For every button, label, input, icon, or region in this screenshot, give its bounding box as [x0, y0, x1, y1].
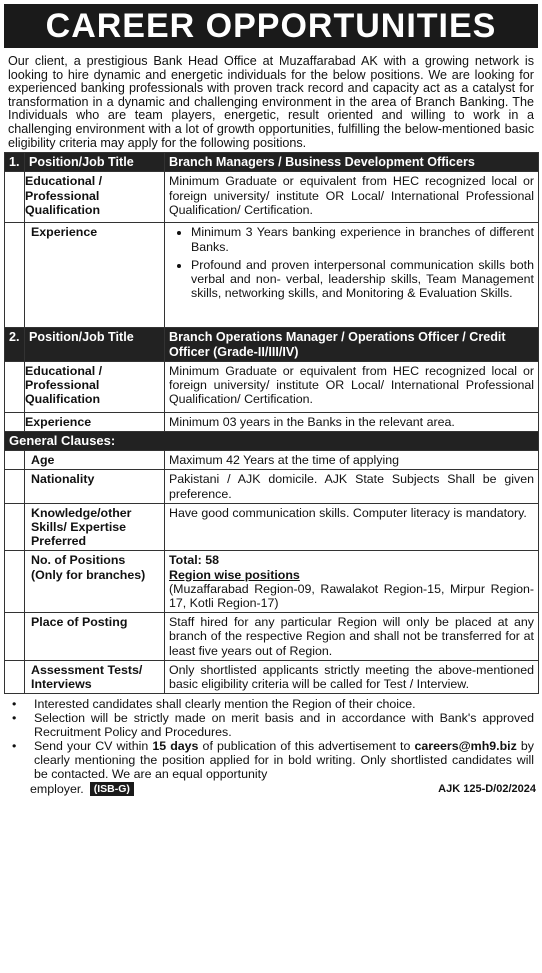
position-2-title: Branch Operations Manager / Operations Officer / Credit Officer (Grade-II/III/IV)	[165, 328, 539, 361]
page-title: CAREER OPPORTUNITIES	[4, 4, 538, 48]
general-clauses-heading: General Clauses:	[5, 431, 539, 450]
posting-label: Place of Posting	[25, 613, 165, 661]
position-1-experience-row	[5, 223, 539, 328]
position-1-education-row	[5, 172, 539, 223]
posting-text: Staff hired for any particular Region will only be placed at any branch of the respective Region and shall not be transferred for at least five years out of Region.	[165, 613, 539, 661]
position-2-number: 2.	[5, 328, 25, 361]
position-1-education-label: Educational / Professional Qualification	[25, 172, 165, 223]
note-continuation: employer.	[30, 782, 84, 797]
nationality-row	[5, 470, 539, 503]
tests-text: Only shortlisted applicants strictly meeting the above-mentioned basic eligibility criteria will be called for Test / Interview.	[165, 660, 539, 693]
bullet-icon: •	[12, 739, 17, 754]
position-2-experience-row	[5, 412, 539, 431]
positions-count-content	[165, 551, 539, 613]
nationality-text: Pakistani / AJK domicile. AJK State Subjects Shall be given preference.	[165, 470, 539, 503]
position-2-education-row	[5, 361, 539, 412]
position-1-experience-list	[165, 223, 539, 328]
nationality-label: Nationality	[25, 470, 165, 503]
age-label: Age	[25, 451, 165, 470]
position-1-number: 1.	[5, 153, 25, 172]
list-item: • Interested candidates shall clearly mention the Region of their choice.	[8, 697, 534, 711]
age-text: Maximum 42 Years at the time of applying	[165, 451, 539, 470]
position-2-label: Position/Job Title	[25, 328, 165, 361]
position-1-header	[5, 153, 539, 172]
list-item: • Profound and proven interpersonal communication skills both verbal and non- verbal, leadership skills, Team Management skills, networking skills, and Monitoring & Evaluation Skills.	[191, 258, 534, 301]
notes-list	[4, 694, 538, 781]
intro-paragraph: Our client, a prestigious Bank Head Office at Muzaffarabad AK with a growing network is looking to hire dynamic and energetic individuals for the below positions. We are looking for experienced banking professionals with proven track record and capacity act as a catalyst for transformation in a dynamic and challenging environment in the area of Branch Banking. The Individuals who are team players, energetic, result oriented and willing to work in a challenging environment with a lot of growth opportunities, fulfilling the below-mentioned basic eligibility criteria may apply for the following positions.	[8, 54, 534, 150]
positions-table	[4, 152, 539, 694]
position-1-education-text: Minimum Graduate or equivalent from HEC recognized local or foreign university/ institute OR Local/ International Professional Qualification/ Certification.	[165, 172, 539, 223]
position-1-label: Position/Job Title	[25, 153, 165, 172]
bullet-icon: •	[12, 697, 17, 712]
advertisement	[4, 4, 538, 796]
position-1-experience-label: Experience	[25, 223, 165, 328]
positions-count-row	[5, 551, 539, 613]
position-2-header	[5, 328, 539, 361]
positions-count-label: No. of Positions (Only for branches)	[25, 551, 165, 613]
deadline-days: 15 days	[152, 739, 199, 754]
ad-code-left: (ISB-G)	[90, 782, 134, 796]
careers-email-link[interactable]: careers@mh9.biz	[414, 739, 517, 754]
ad-code-right: AJK 125-D/02/2024	[438, 783, 536, 796]
bullet-icon: •	[12, 711, 17, 726]
age-row	[5, 451, 539, 470]
list-item: • Minimum 3 Years banking experience in branches of different Banks.	[191, 225, 534, 253]
list-item: • Send your CV within 15 days of publication of this advertisement to careers@mh9.biz by clearly mentioning the position applied for in bold writing. Only shortlisted candidates will be contacted. We are an equal opportunity	[8, 739, 534, 781]
position-2-experience-text: Minimum 03 years in the Banks in the relevant area.	[165, 412, 539, 431]
tests-label: Assessment Tests/ Interviews	[25, 660, 165, 693]
posting-row	[5, 613, 539, 661]
knowledge-row	[5, 503, 539, 551]
position-2-experience-label: Experience	[25, 412, 165, 431]
knowledge-text: Have good communication skills. Computer literacy is mandatory.	[165, 503, 539, 551]
tests-row	[5, 660, 539, 693]
position-2-education-label: Educational / Professional Qualification	[25, 361, 165, 412]
region-wise-list: (Muzaffarabad Region-09, Rawalakot Region-15, Mirpur Region-17, Kotli Region-17)	[169, 581, 534, 610]
footer	[4, 782, 538, 796]
positions-total: Total: 58	[169, 553, 220, 568]
position-2-education-text: Minimum Graduate or equivalent from HEC recognized local or foreign university/ institute OR Local/ International Professional Qualification/ Certification.	[165, 361, 539, 412]
general-clauses-header	[5, 431, 539, 450]
knowledge-label: Knowledge/other Skills/ Expertise Preferred	[25, 503, 165, 551]
position-1-title: Branch Managers / Business Development Officers	[165, 153, 539, 172]
list-item: • Selection will be strictly made on merit basis and in accordance with Bank's approved Recruitment Policy and Procedures.	[8, 711, 534, 739]
region-wise-title: Region wise positions	[169, 567, 300, 582]
